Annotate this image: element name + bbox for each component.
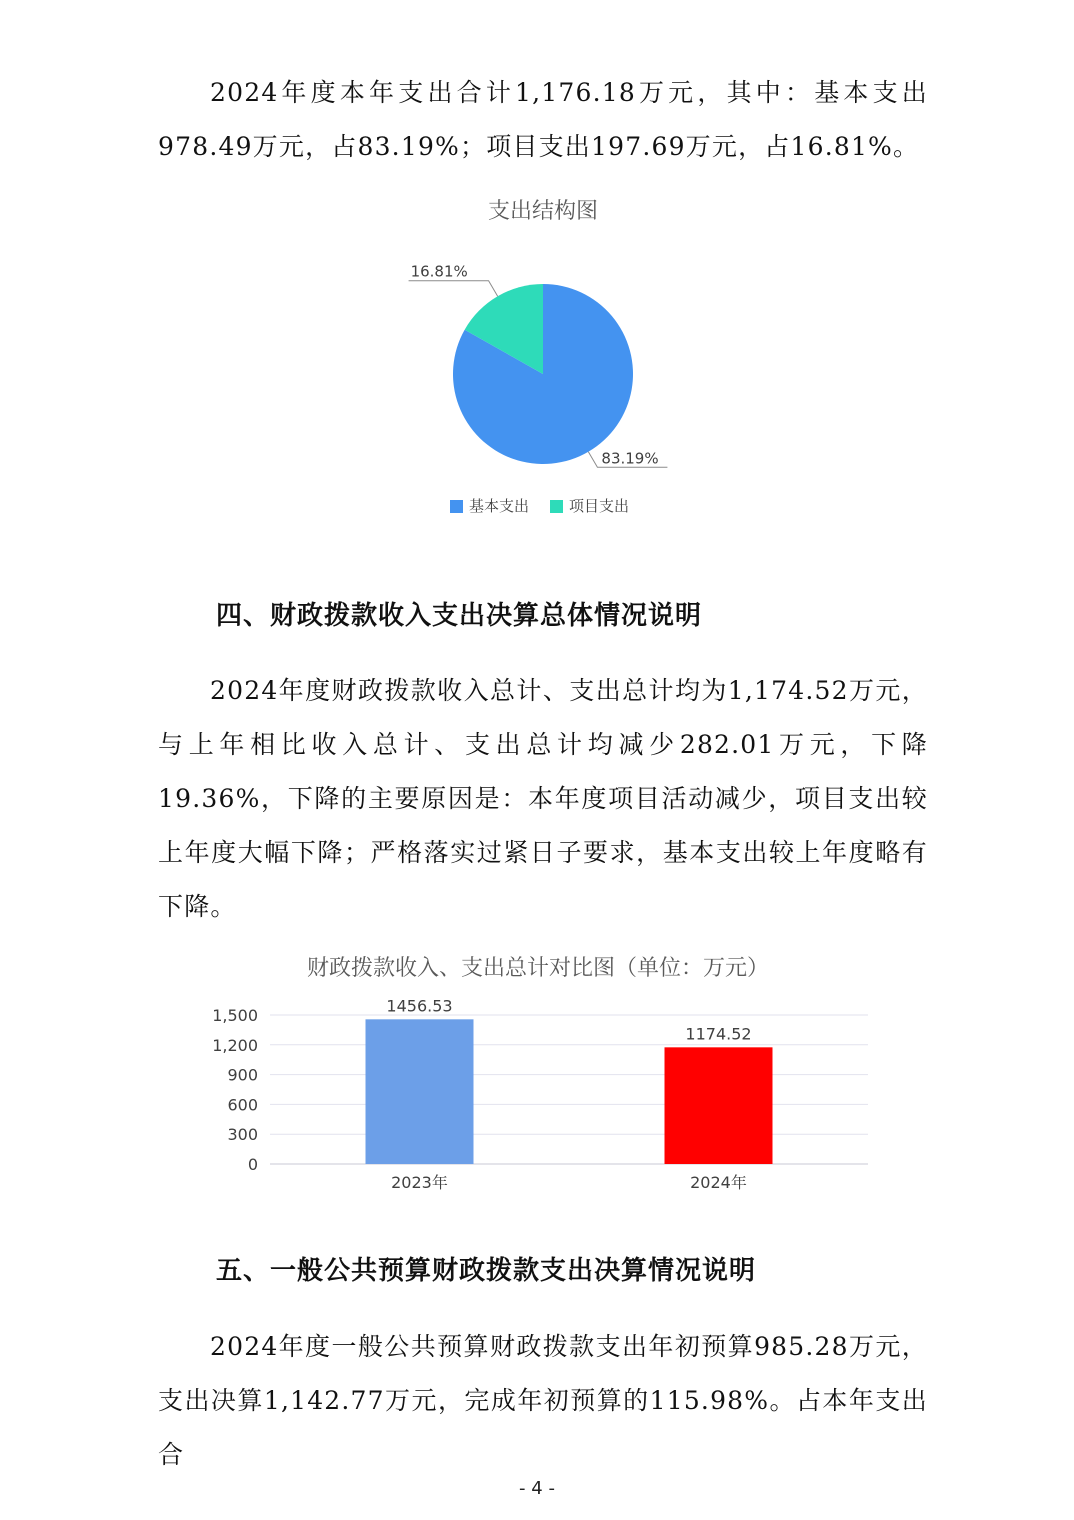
expense-total-paragraph [158,66,928,174]
legend-label-2: 项目支出 [569,497,630,515]
bar-chart-title: 财政拨款收入、支出总计对比图（单位：万元） [306,956,770,981]
expense-total-text: 2024年度本年支出合计1,176.18万元，其中：基本支出978.49万元，占83.19%；项目支出197.69万元，占16.81%。 [158,78,928,161]
legend-label-1: 基本支出 [469,497,530,515]
bar-value-label-2: 1174.52 [685,1024,752,1044]
general-budget-text: 2024年度一般公共预算财政拨款支出年初预算985.28万元，支出决算1,142.77万元，完成年初预算的115.98%。占本年支出合 [158,1332,928,1469]
bar-value-label-1: 1456.53 [386,996,453,1016]
bar-2 [665,1047,773,1164]
page-number: - 4 - [519,1478,555,1499]
pie-slice-label-1: 83.19% [601,449,659,468]
section5-heading: 五、一般公共预算财政拨款支出决算情况说明 [216,1256,757,1286]
pie-slice-label-2: 16.81% [410,262,468,281]
y-tick-label: 300 [227,1125,258,1145]
section4-heading: 四、财政拨款收入支出决算总体情况说明 [216,601,703,631]
fiscal-total-paragraph [158,664,928,934]
x-tick-label-1: 2023年 [391,1173,448,1192]
legend-swatch-2 [550,500,563,513]
y-tick-label: 600 [227,1095,258,1115]
legend-swatch-1 [450,500,463,513]
general-budget-paragraph [158,1320,928,1482]
pie-chart-title: 支出结构图 [487,199,599,224]
y-tick-label: 900 [227,1065,258,1085]
y-tick-label: 1,200 [212,1035,258,1055]
fiscal-comparison-bar-chart [200,945,880,1200]
fiscal-total-text: 2024年度财政拨款收入总计、支出总计均为1,174.52万元，与上年相比收入总计、支出总计均减少282.01万元，下降19.36%，下降的主要原因是：本年度项目活动减少，项目支出较上年度大幅下降；严格落实过紧日子要求，基本支出较上年度略有下降。 [158,676,928,921]
x-tick-label-2: 2024年 [690,1173,747,1192]
bar-1 [366,1019,474,1164]
y-tick-label: 1,500 [212,1006,258,1025]
expense-structure-pie-chart [380,188,710,538]
pie-leader-line-2 [409,281,498,297]
y-tick-label: 0 [247,1155,258,1174]
